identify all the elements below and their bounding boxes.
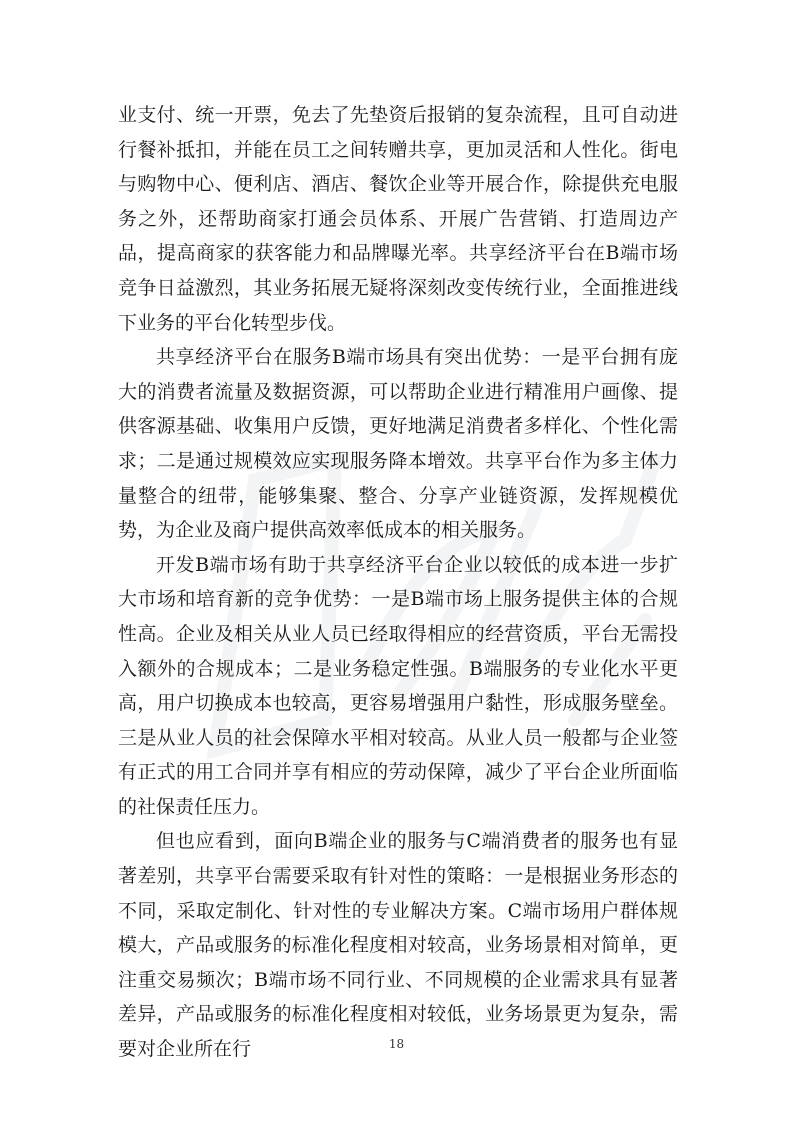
paragraph-b-end-development: 开发B端市场有助于共享经济平台企业以较低的成本进一步扩大市场和培育新的竞争优势：一是B端市场上服务提供主体的合规性高。企业及相关从业人员已经取得相应的经营资质，平台无需投入额外的合规成本；二是业务稳定性强。B端服务的专业化水平更高，用户切换成本也较高，更容易增强用户黏性，形成服务壁垒。三是从业人员的社会保障水平相对较高。从业人员一般都与企业签有正式的用工合同并享有相应的劳动保障，减少了平台企业所面临的社保责任压力。 — [118, 553, 678, 818]
page-number: 18 — [388, 1037, 405, 1051]
paragraph-b-c-differences: 但也应看到，面向B端企业的服务与C端消费者的服务也有显著差别，共享平台需要采取有针对性的策略：一是根据业务形态的不同，采取定制化、针对性的专业解决方案。C端市场用户群体规模大，产品或服务的标准化程度相对较高，业务场景相对简单，更注重交易频次；B端市场不同行业、不同规模的企业需求具有显著差异，产品或服务的标准化程度相对较低，业务场景更为复杂，需要对企业所在行 — [118, 830, 678, 1061]
paragraph-continued: 业支付、统一开票，免去了先垫资后报销的复杂流程，且可自动进行餐补抵扣，并能在员工之间转赠共享，更加灵活和人性化。街电与购物中心、便利店、酒店、餐饮企业等开展合作，除提供充电服务之外，还帮助商家打通会员体系、开展广告营销、打造周边产品，提高商家的获客能力和品牌曝光率。共享经济平台在B端市场竞争日益激烈，其业务拓展无疑将深刻改变传统行业，全面推进线下业务的平台化转型步伐。 — [118, 104, 678, 334]
paragraph-b-end-advantages: 共享经济平台在服务B端市场具有突出优势：一是平台拥有庞大的消费者流量及数据资源，可以帮助企业进行精准用户画像、提供客源基础、收集用户反馈，更好地满足消费者多样化、个性化需求；二是通过规模效应实现服务降本增效。共享平台作为多主体力量整合的纽带，能够集聚、整合、分享产业链资源，发挥规模优势，为企业及商户提供高效率低成本的相关服务。 — [118, 346, 678, 542]
document-body — [118, 98, 678, 1067]
